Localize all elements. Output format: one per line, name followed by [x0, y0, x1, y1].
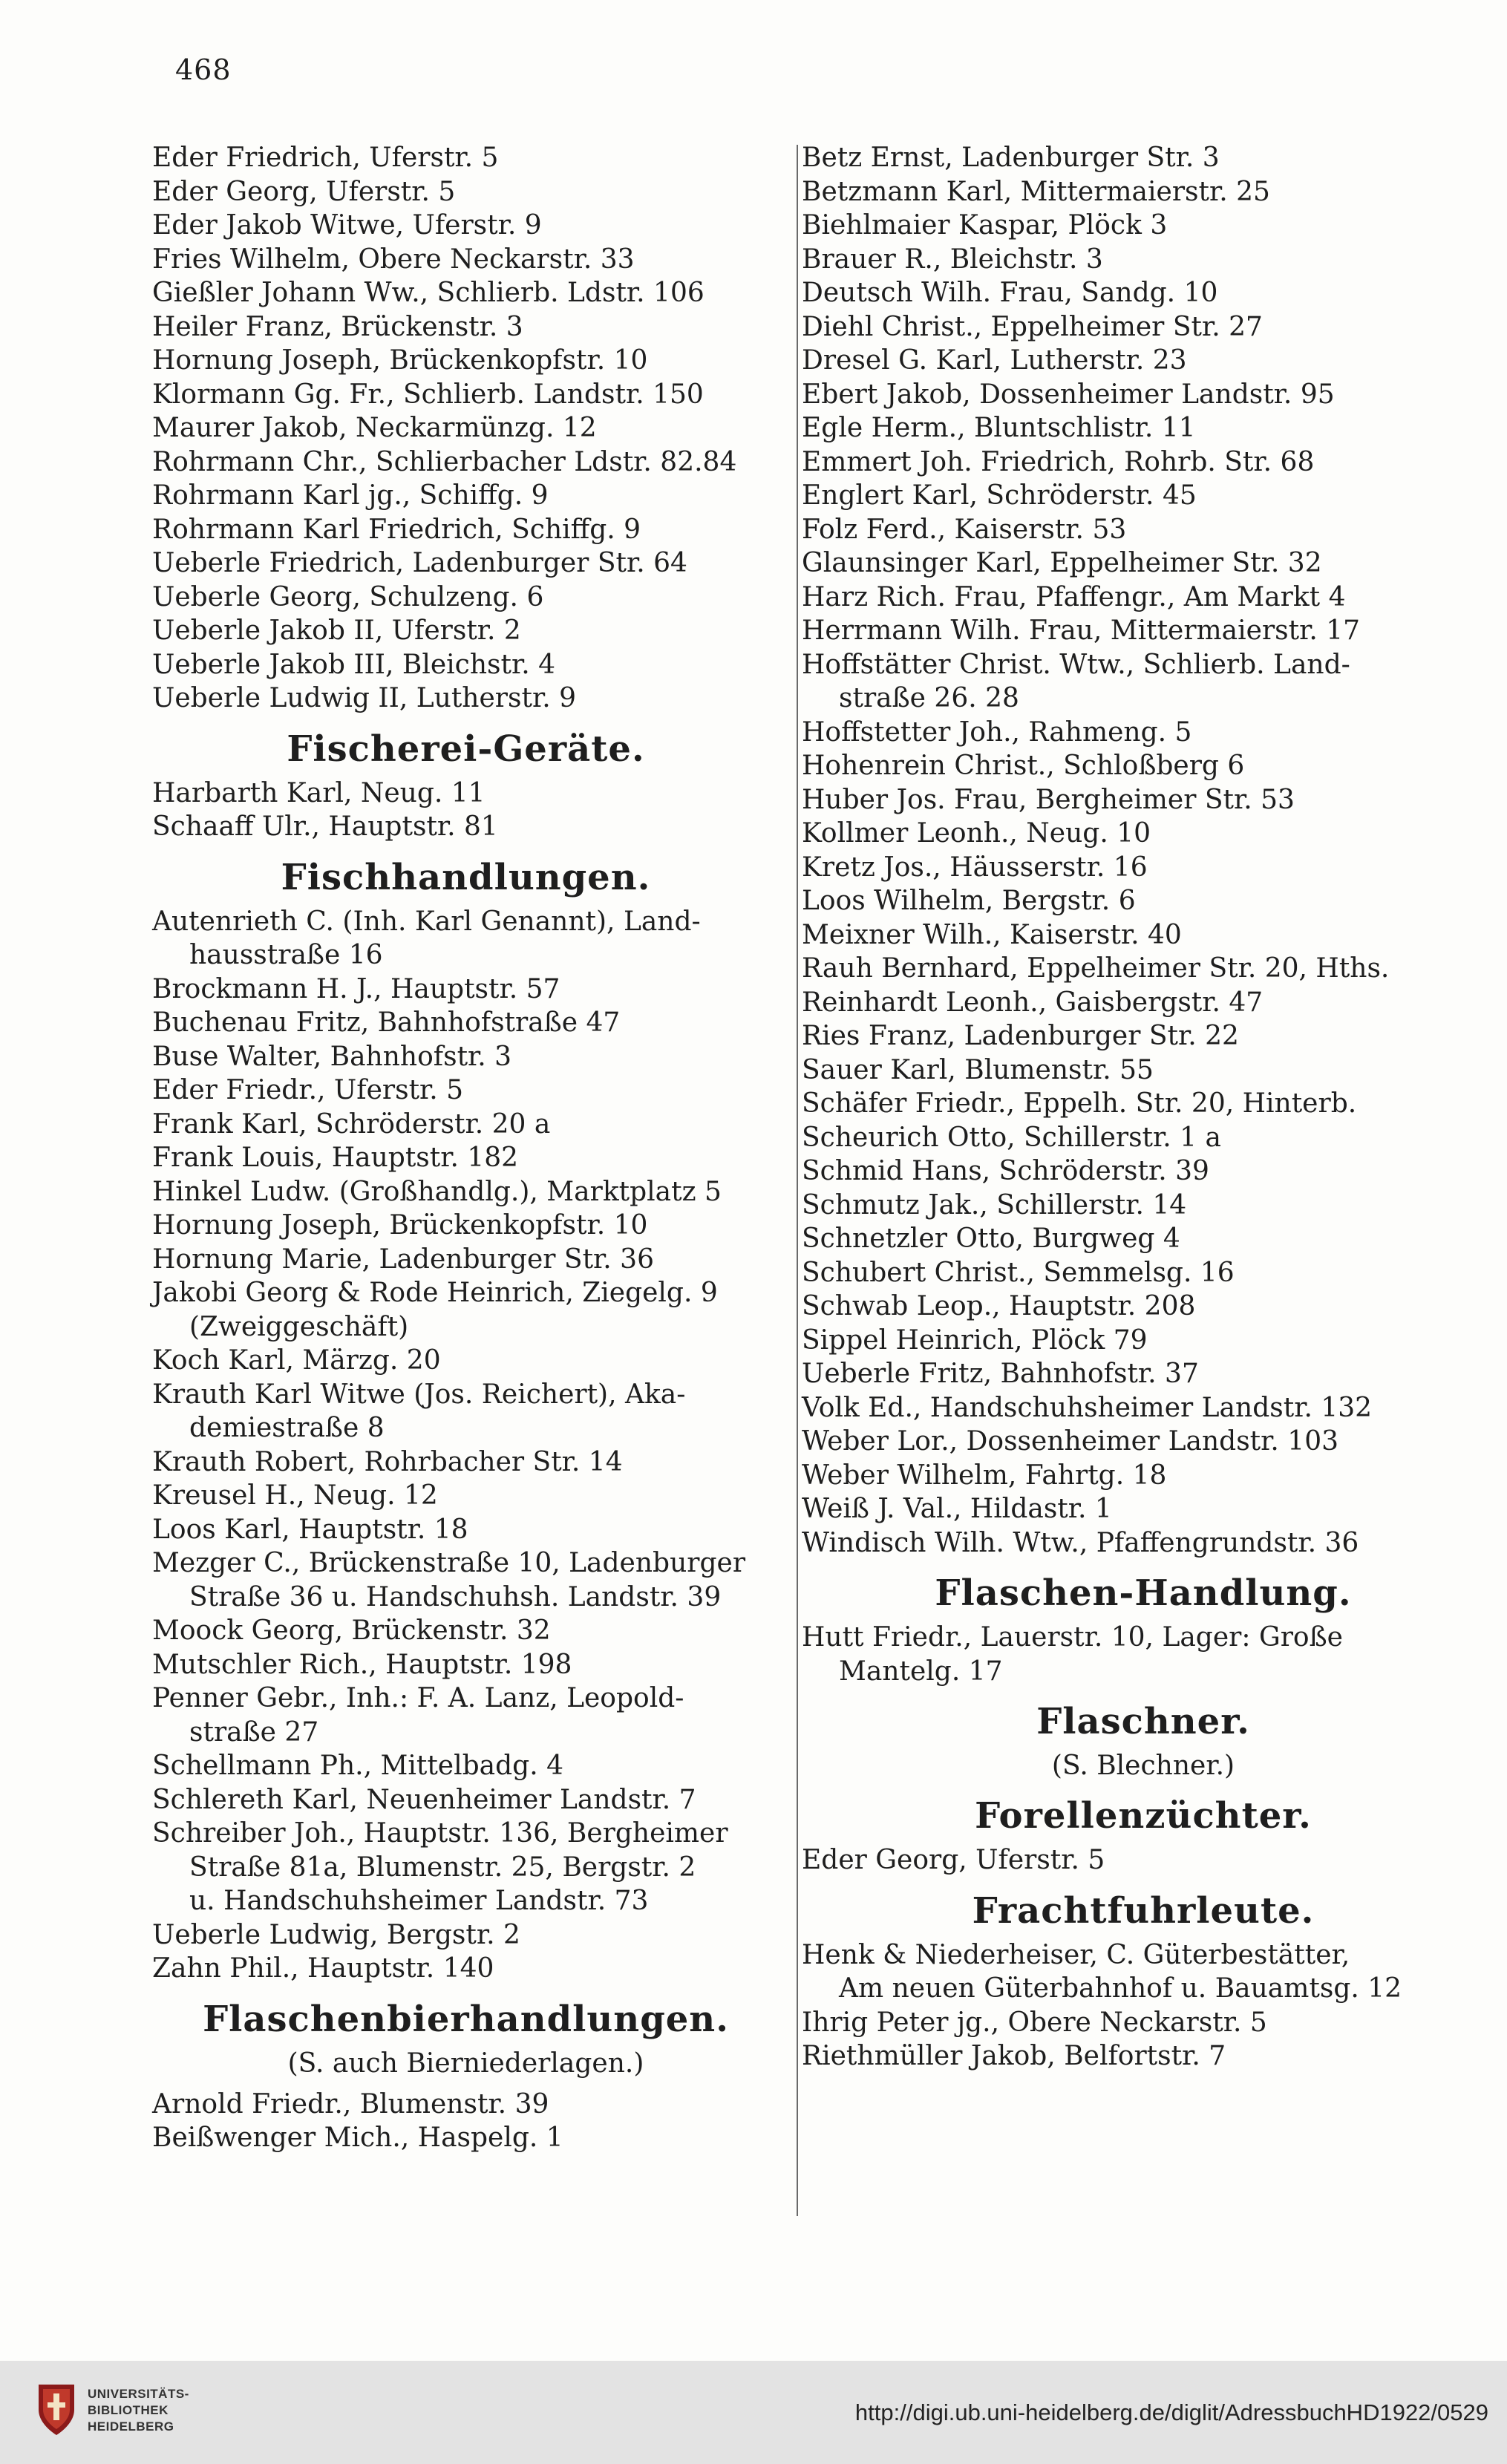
- directory-entry: Dresel G. Karl, Lutherstr. 23: [802, 345, 1187, 376]
- institution-name: [88, 2386, 189, 2435]
- directory-entry: Buchenau Fritz, Bahnhofstraße 47: [152, 1007, 621, 1038]
- directory-entry: Meixner Wilh., Kaiserstr. 40: [802, 919, 1182, 950]
- directory-entry: Buse Walter, Bahnhofstr. 3: [152, 1041, 512, 1072]
- directory-entry: Jakobi Georg & Rode Heinrich, Ziegelg. 9: [152, 1278, 718, 1308]
- footer-bar: [0, 2361, 1507, 2464]
- directory-entry: Weber Lor., Dossenheimer Landstr. 103: [802, 1426, 1339, 1457]
- directory-entry: Gießler Johann Ww., Schlierb. Ldstr. 106: [152, 278, 705, 308]
- directory-entry: Betz Ernst, Ladenburger Str. 3: [802, 143, 1220, 173]
- directory-entry: Hornung Joseph, Brückenkopfstr. 10: [152, 1210, 648, 1241]
- directory-entry: Ueberle Ludwig, Bergstr. 2: [152, 1919, 520, 1950]
- section-heading: Flaschen-Handlung.: [935, 1572, 1352, 1614]
- directory-entry: Henk & Niederheiser, C. Güterbestätter,: [802, 1939, 1350, 1970]
- directory-entry: Huber Jos. Frau, Bergheimer Str. 53: [802, 784, 1295, 815]
- directory-entry-continuation: hausstraße 16: [189, 940, 383, 970]
- directory-entry-continuation: Mantelg. 17: [839, 1656, 1003, 1687]
- directory-entry: Harbarth Karl, Neug. 11: [152, 777, 486, 808]
- directory-entry: Glaunsinger Karl, Eppelheimer Str. 32: [802, 548, 1322, 578]
- directory-entry-continuation: u. Handschuhsheimer Landstr. 73: [189, 1886, 649, 1916]
- directory-entry: Heiler Franz, Brückenstr. 3: [152, 311, 523, 342]
- section-note: (S. auch Bierniederlagen.): [287, 2048, 644, 2079]
- page-number: 468: [175, 53, 232, 86]
- directory-entry: Ries Franz, Ladenburger Str. 22: [802, 1021, 1239, 1051]
- university-seal-icon: [36, 2380, 77, 2438]
- directory-entry-continuation: straße 26. 28: [839, 683, 1019, 713]
- directory-entry: Betzmann Karl, Mittermaierstr. 25: [802, 176, 1270, 207]
- directory-entry: Schwab Leop., Hauptstr. 208: [802, 1291, 1196, 1321]
- directory-entry: Krauth Robert, Rohrbacher Str. 14: [152, 1446, 623, 1477]
- directory-entry: Ihrig Peter jg., Obere Neckarstr. 5: [802, 2007, 1267, 2038]
- directory-entry: Beißwenger Mich., Haspelg. 1: [152, 2122, 563, 2153]
- directory-entry: Rohrmann Chr., Schlierbacher Ldstr. 82.84: [152, 446, 737, 477]
- section-heading: Fischerei-Geräte.: [287, 728, 645, 770]
- directory-entry: Reinhardt Leonh., Gaisbergstr. 47: [802, 987, 1264, 1018]
- directory-entry: Schubert Christ., Semmelsg. 16: [802, 1257, 1235, 1288]
- directory-entry: Loos Wilhelm, Bergstr. 6: [802, 886, 1136, 916]
- directory-entry: Hutt Friedr., Lauerstr. 10, Lager: Große: [802, 1622, 1343, 1653]
- directory-entry-continuation: (Zweiggeschäft): [189, 1311, 409, 1342]
- directory-entry: Eder Georg, Uferstr. 5: [802, 1845, 1105, 1875]
- directory-entry: Eder Jakob Witwe, Uferstr. 9: [152, 210, 542, 241]
- directory-entry: Frank Louis, Hauptstr. 182: [152, 1143, 519, 1173]
- section-note: (S. Blechner.): [1051, 1751, 1235, 1781]
- directory-entry: Riethmüller Jakob, Belfortstr. 7: [802, 2041, 1226, 2071]
- directory-entry: Sauer Karl, Blumenstr. 55: [802, 1054, 1154, 1085]
- directory-entry: Brockmann H. J., Hauptstr. 57: [152, 973, 560, 1004]
- directory-entry: Hornung Marie, Ladenburger Str. 36: [152, 1244, 654, 1275]
- directory-entry: Emmert Joh. Friedrich, Rohrb. Str. 68: [802, 446, 1315, 477]
- directory-entry: Arnold Friedr., Blumenstr. 39: [152, 2088, 549, 2120]
- directory-entry-continuation: Straße 81a, Blumenstr. 25, Bergstr. 2: [189, 1852, 696, 1883]
- directory-entry: Schmutz Jak., Schillerstr. 14: [802, 1189, 1187, 1220]
- source-url[interactable]: http://digi.ub.uni-heidelberg.de/diglit/AdressbuchHD1922/0529: [854, 2399, 1488, 2425]
- directory-entry: Krauth Karl Witwe (Jos. Reichert), Aka-: [152, 1379, 686, 1410]
- directory-entry: Schmid Hans, Schröderstr. 39: [802, 1156, 1209, 1186]
- directory-entry: Englert Karl, Schröderstr. 45: [802, 480, 1197, 511]
- section-heading: Flaschenbierhandlungen.: [203, 1998, 729, 2040]
- institution-line-1: UNIVERSITÄTS-: [88, 2387, 189, 2401]
- column-divider: [797, 145, 798, 2216]
- directory-entry-continuation: Am neuen Güterbahnhof u. Bauamtsg. 12: [839, 1973, 1402, 2004]
- directory-entry: Ueberle Georg, Schulzeng. 6: [152, 581, 544, 612]
- right-column: [802, 141, 1485, 2074]
- directory-entry: Scheurich Otto, Schillerstr. 1 a: [802, 1122, 1221, 1153]
- directory-entry: Koch Karl, Märzg. 20: [152, 1345, 441, 1376]
- directory-entry: Deutsch Wilh. Frau, Sandg. 10: [802, 278, 1218, 308]
- directory-entry: Egle Herm., Bluntschlistr. 11: [802, 413, 1196, 443]
- directory-entry-continuation: straße 27: [189, 1716, 319, 1748]
- directory-entry: Schellmann Ph., Mittelbadg. 4: [152, 1751, 564, 1781]
- directory-entry: Kreusel H., Neug. 12: [152, 1480, 438, 1511]
- directory-entry: Weiß J. Val., Hildastr. 1: [802, 1494, 1112, 1524]
- directory-entry: Ueberle Jakob II, Uferstr. 2: [152, 615, 521, 646]
- directory-entry: Schnetzler Otto, Burgweg 4: [802, 1223, 1180, 1254]
- directory-entry: Rohrmann Karl Friedrich, Schiffg. 9: [152, 514, 641, 545]
- directory-entry-continuation: demiestraße 8: [189, 1413, 385, 1443]
- directory-entry: Ueberle Ludwig II, Lutherstr. 9: [152, 683, 576, 713]
- directory-entry: Eder Friedr., Uferstr. 5: [152, 1075, 464, 1105]
- directory-entry: Ebert Jakob, Dossenheimer Landstr. 95: [802, 379, 1335, 410]
- directory-entry: Harz Rich. Frau, Pfaffengr., Am Markt 4: [802, 581, 1346, 612]
- directory-entry: Rohrmann Karl jg., Schiffg. 9: [152, 480, 549, 511]
- directory-entry: Autenrieth C. (Inh. Karl Genannt), Land-: [152, 906, 701, 937]
- directory-entry: Mezger C., Brückenstraße 10, Ladenburger: [152, 1548, 746, 1578]
- directory-entry: Zahn Phil., Hauptstr. 140: [152, 1953, 494, 1984]
- directory-entry: Hinkel Ludw. (Großhandlg.), Marktplatz 5: [152, 1176, 722, 1207]
- section-heading: Forellenzüchter.: [975, 1795, 1312, 1837]
- directory-entry: Penner Gebr., Inh.: F. A. Lanz, Leopold-: [152, 1683, 684, 1713]
- directory-entry: Loos Karl, Hauptstr. 18: [152, 1514, 468, 1545]
- directory-entry: Folz Ferd., Kaiserstr. 53: [802, 514, 1127, 545]
- directory-entry: Frank Karl, Schröderstr. 20 a: [152, 1108, 551, 1140]
- directory-entry: Schäfer Friedr., Eppelh. Str. 20, Hinterb.: [802, 1088, 1357, 1119]
- directory-entry: Eder Friedrich, Uferstr. 5: [152, 143, 499, 173]
- directory-entry: Schaaff Ulr., Hauptstr. 81: [152, 811, 498, 842]
- directory-entry: Moock Georg, Brückenstr. 32: [152, 1615, 551, 1646]
- institution-line-2: BIBLIOTHEK: [88, 2403, 169, 2417]
- directory-entry: Kollmer Leonh., Neug. 10: [802, 818, 1151, 849]
- directory-entry: Herrmann Wilh. Frau, Mittermaierstr. 17: [802, 615, 1361, 646]
- directory-entry: Brauer R., Bleichstr. 3: [802, 244, 1103, 275]
- directory-entry: Kretz Jos., Häusserstr. 16: [802, 852, 1148, 883]
- directory-entry: Maurer Jakob, Neckarmünzg. 12: [152, 413, 597, 443]
- directory-entry: Hoffstätter Christ. Wtw., Schlierb. Land-: [802, 649, 1350, 680]
- directory-entry: Schreiber Joh., Hauptstr. 136, Bergheimer: [152, 1818, 728, 1849]
- directory-entry-continuation: Straße 36 u. Handschuhsh. Landstr. 39: [189, 1581, 722, 1612]
- directory-entry: Rauh Bernhard, Eppelheimer Str. 20, Hths.: [802, 953, 1390, 984]
- directory-entry: Hohenrein Christ., Schloßberg 6: [802, 751, 1245, 781]
- directory-entry: Mutschler Rich., Hauptstr. 198: [152, 1649, 572, 1680]
- directory-entry: Volk Ed., Handschuhsheimer Landstr. 132: [802, 1392, 1373, 1423]
- directory-entry: Hornung Joseph, Brückenkopfstr. 10: [152, 345, 648, 376]
- directory-entry: Klormann Gg. Fr., Schlierb. Landstr. 150: [152, 379, 704, 410]
- directory-entry: Eder Georg, Uferstr. 5: [152, 176, 456, 207]
- directory-entry: Schlereth Karl, Neuenheimer Landstr. 7: [152, 1784, 696, 1815]
- directory-entry: Fries Wilhelm, Obere Neckarstr. 33: [152, 244, 635, 275]
- directory-entry: Ueberle Jakob III, Bleichstr. 4: [152, 649, 556, 680]
- institution-line-3: HEIDELBERG: [88, 2419, 174, 2434]
- directory-entry: Weber Wilhelm, Fahrtg. 18: [802, 1460, 1167, 1491]
- directory-entry: Windisch Wilh. Wtw., Pfaffengrundstr. 36: [802, 1527, 1359, 1558]
- directory-entry: Diehl Christ., Eppelheimer Str. 27: [802, 311, 1263, 342]
- directory-entry: Hoffstetter Joh., Rahmeng. 5: [802, 716, 1192, 748]
- left-column: [152, 141, 779, 2155]
- directory-entry: Ueberle Friedrich, Ladenburger Str. 64: [152, 548, 687, 578]
- section-heading: Fischhandlungen.: [281, 856, 651, 898]
- section-heading: Frachtfuhrleute.: [972, 1889, 1315, 1932]
- directory-entry: Sippel Heinrich, Plöck 79: [802, 1324, 1148, 1356]
- directory-entry: Biehlmaier Kaspar, Plöck 3: [802, 210, 1168, 241]
- section-heading: Flaschner.: [1036, 1701, 1250, 1742]
- directory-entry: Ueberle Fritz, Bahnhofstr. 37: [802, 1359, 1199, 1389]
